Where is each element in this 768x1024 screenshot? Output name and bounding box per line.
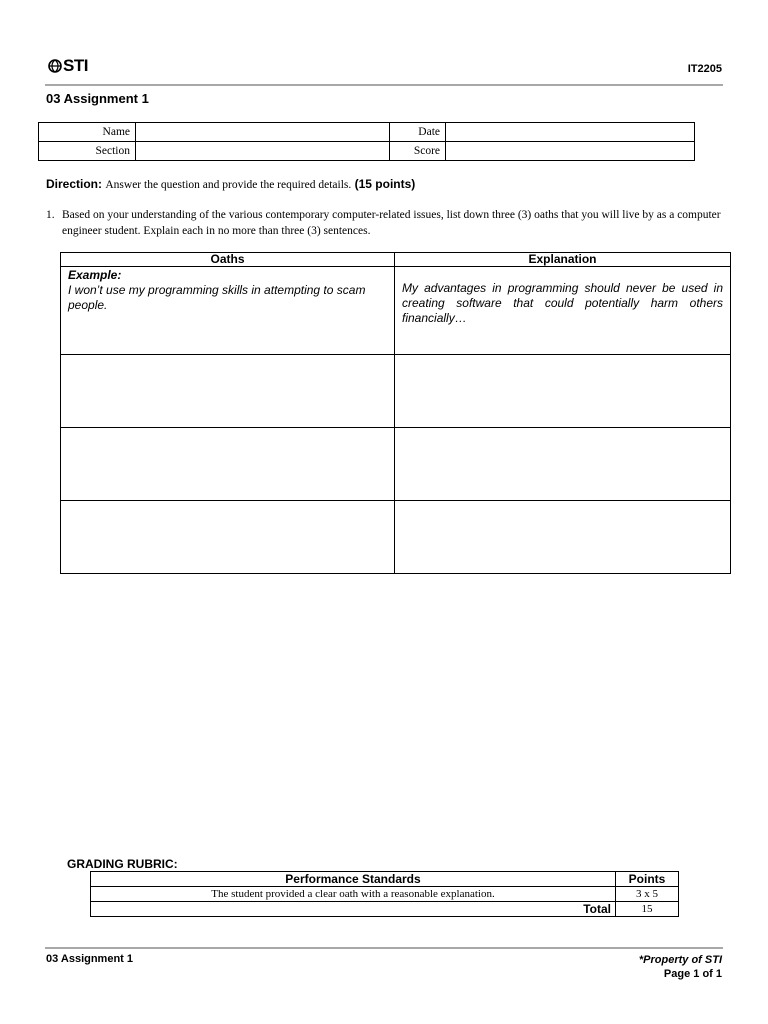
question-1 xyxy=(46,207,726,239)
rubric-total-label: Total xyxy=(91,902,616,917)
section-label: Section xyxy=(39,142,136,161)
direction-lead: Direction: xyxy=(46,177,103,191)
rubric-row xyxy=(91,887,679,902)
score-field[interactable] xyxy=(446,142,695,161)
oath-cell[interactable] xyxy=(61,355,395,428)
direction-points: (15 points) xyxy=(354,177,416,191)
example-explanation: My advantages in programming should never be used in creating software that could potentially harm others financially… xyxy=(395,267,731,355)
page-number: Page 1 of 1 xyxy=(663,968,722,980)
oath-row xyxy=(61,428,731,501)
direction-text: Answer the question and provide the required details. xyxy=(105,179,352,191)
logo-text: STI xyxy=(63,56,88,75)
example-label: Example: xyxy=(68,268,122,282)
footer-right xyxy=(639,953,722,981)
section-field[interactable] xyxy=(136,142,390,161)
rubric-table xyxy=(90,871,679,917)
question-number: 1. xyxy=(46,209,55,221)
example-oath: I won’t use my programming skills in attempting to scam people. xyxy=(68,283,366,312)
oath-cell[interactable] xyxy=(61,428,395,501)
course-code: IT2205 xyxy=(687,63,722,75)
oaths-header: Oaths xyxy=(61,253,395,267)
example-row xyxy=(61,267,731,355)
page-title: 03 Assignment 1 xyxy=(46,91,149,106)
explanation-cell[interactable] xyxy=(395,501,731,574)
question-text: Based on your understanding of the various contemporary computer-related issues, list down three (3) oaths that you will live by as a computer engineer student. Explain each in no more than three (3) sentences. xyxy=(62,209,721,237)
globe-icon xyxy=(48,59,62,73)
oath-table xyxy=(60,252,731,574)
rubric-standard: The student provided a clear oath with a reasonable explanation. xyxy=(91,887,616,902)
example-oath-cell xyxy=(61,267,395,355)
date-label: Date xyxy=(390,123,446,142)
explanation-cell[interactable] xyxy=(395,355,731,428)
oath-row xyxy=(61,355,731,428)
header-divider xyxy=(45,84,723,86)
name-label: Name xyxy=(39,123,136,142)
property-notice: *Property of STI xyxy=(638,954,722,966)
student-info-table xyxy=(38,122,695,161)
footer-divider xyxy=(45,947,723,949)
footer-title: 03 Assignment 1 xyxy=(46,953,134,965)
rubric-title: GRADING RUBRIC: xyxy=(67,857,178,871)
explanation-header: Explanation xyxy=(395,253,731,267)
rubric-standards-header: Performance Standards xyxy=(91,872,616,887)
oath-cell[interactable] xyxy=(61,501,395,574)
sti-logo xyxy=(48,56,88,76)
rubric-points: 3 x 5 xyxy=(616,887,679,902)
explanation-cell[interactable] xyxy=(395,428,731,501)
score-label: Score xyxy=(390,142,446,161)
direction xyxy=(46,177,415,191)
rubric-total-row xyxy=(91,902,679,917)
name-field[interactable] xyxy=(136,123,390,142)
date-field[interactable] xyxy=(446,123,695,142)
oath-row xyxy=(61,501,731,574)
rubric-total-value: 15 xyxy=(616,902,679,917)
rubric-points-header: Points xyxy=(616,872,679,887)
